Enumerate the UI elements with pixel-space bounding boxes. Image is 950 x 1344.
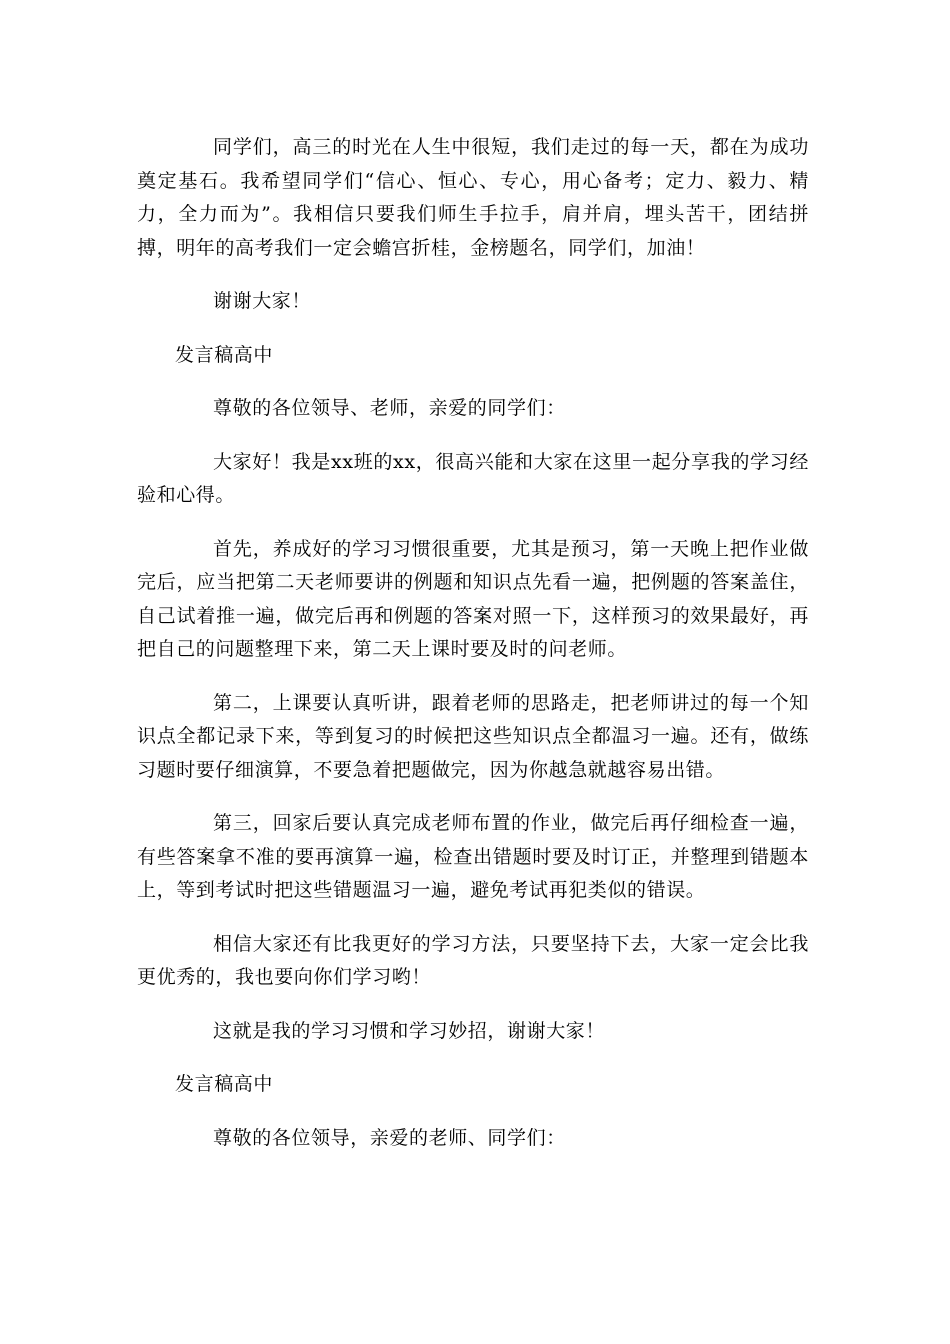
section-heading: 发言稿高中 [175,1073,274,1095]
paragraph-third-point: 第三，回家后要认真完成老师布置的作业，做完后再仔细检查一遍，有些答案拿不准的要再演算一遍，检查出错题时要及时订正，并整理到错题本上，等到考试时把这些错题温习一遍，避免考试再犯类似的错误。 [137,812,809,901]
document-body [137,131,809,1155]
paragraph-first-point: 首先，养成好的学习习惯很重要，尤其是预习，第一天晚上把作业做完后，应当把第二天老师要讲的例题和知识点先看一遍，把例题的答案盖住，自己试着推一遍，做完后再和例题的答案对照一下，这样预习的效果最好，再把自己的问题整理下来，第二天上课时要及时的问老师。 [137,537,809,660]
paragraph-second-point: 第二，上课要认真听讲，跟着老师的思路走，把老师讲过的每一个知识点全都记录下来，等到复习的时候把这些知识点全都温习一遍。还有，做练习题时要仔细演算，不要急着把题做完，因为你越急就越容易出错。 [137,691,809,781]
paragraph-thanks: 谢谢大家！ [213,290,312,312]
paragraph-closing-encouragement: 同学们，高三的时光在人生中很短，我们走过的每一天，都在为成功奠定基石。我希望同学们“信心、恒心、专心，用心备考；定力、毅力、精力，全力而为”。我相信只要我们师生手拉手，肩并肩，埋头苦干，团结拼搏，明年的高考我们一定会蟾宫折桂，金榜题名，同学们，加油！ [137,136,809,259]
paragraph-greeting: 大家好！我是xx班的xx，很高兴能和大家在这里一起分享我的学习经验和心得。 [137,450,809,506]
section-heading: 发言稿高中 [175,343,274,366]
paragraph-salutation: 尊敬的各位领导、老师，亲爱的同学们： [213,397,566,419]
paragraph-salutation: 尊敬的各位领导，亲爱的老师、同学们： [213,1126,566,1149]
paragraph-belief: 相信大家还有比我更好的学习方法，只要坚持下去，大家一定会比我更优秀的，我也要向你们学习哟！ [137,932,809,988]
paragraph-conclusion: 这就是我的学习习惯和学习妙招，谢谢大家！ [213,1019,606,1042]
